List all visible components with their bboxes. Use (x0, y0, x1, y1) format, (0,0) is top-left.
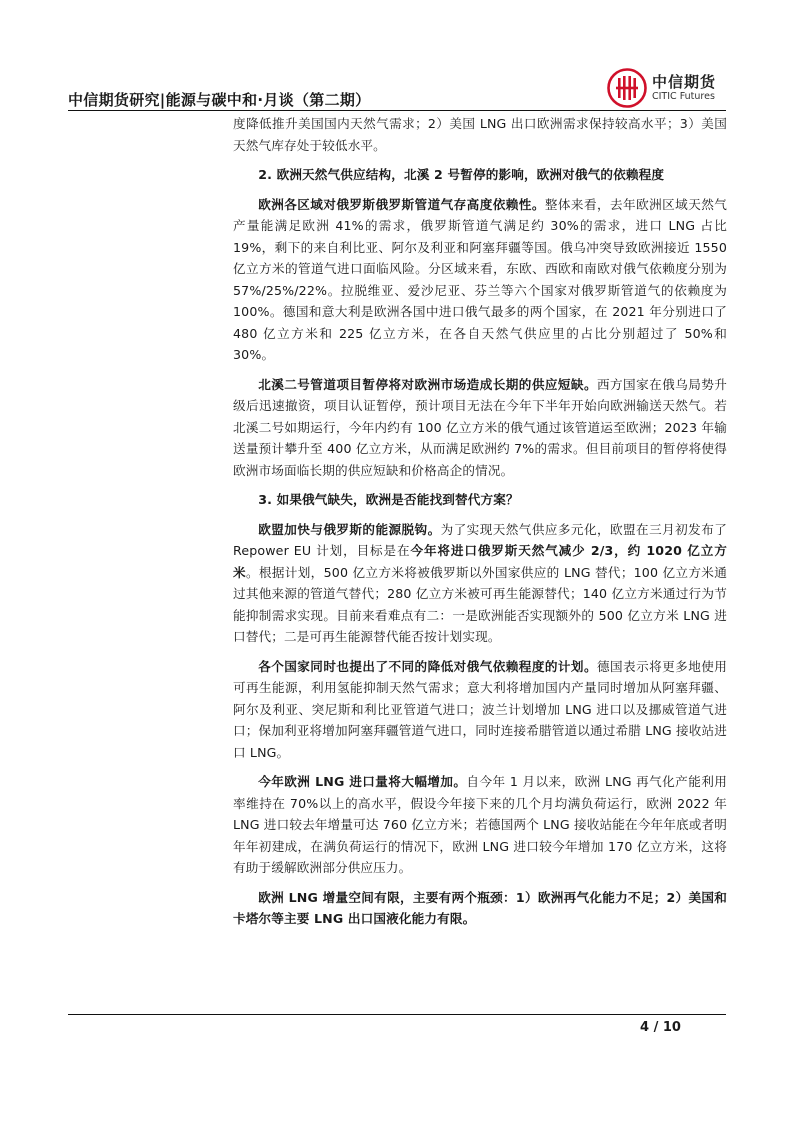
paragraph-russia-dependence (233, 194, 727, 366)
paragraph-country-plans (233, 656, 727, 764)
continued-paragraph: 度降低推升美国国内天然气需求；2）美国 LNG 出口欧洲需求保持较高水平；3）美国天然气库存处于较低水平。 (233, 116, 727, 153)
paragraph-text: 。根据计划，500 亿立方米将被俄罗斯以外国家供应的 LNG 替代；100 亿立方米通过其他来源的管道气替代；280 亿立方米被可再生能源替代；140 亿立方米通过行为节能抑制需求实现。目前来看难点有二：一是欧洲能否实现额外的 500 亿立方米 LNG 进口替代；二是可再生能源替代能否按计划实现。 (233, 564, 727, 644)
footer-divider (68, 1014, 726, 1015)
header-title: 中信期货研究|能源与碳中和·月谈（第二期） (68, 91, 371, 109)
paragraph-lead: 欧盟加快与俄罗斯的能源脱钩。 (258, 521, 441, 537)
report-body (233, 113, 727, 930)
paragraph-text: 整体来看，去年欧洲区域天然气产量能满足欧洲 41%的需求，俄罗斯管道气满足约 30%的需求，进口 LNG 占比 19%，剩下的来自利比亚、阿尔及利亚和阿塞拜疆等国。俄乌冲突导致欧洲接近 1550 亿立方米的管道气进口面临风险。分区域来看，东欧、西欧和南欧对俄气依赖度分别为 57%/25%/22%。拉脱维亚、爱沙尼亚、芬兰等六个国家对俄罗斯管道气的依赖度为 100%。德国和意大利是欧洲各国中进口俄气最多的两个国家，在 2021 年分别进口了 480 亿立方米和 225 亿立方米，在各自天然气供应里的占比分别超过了 50%和 30%。 (233, 196, 727, 362)
paragraph-text: 为了实现天然气供应多元化，欧盟在三月初发布了 Repower EU 计划，目标是在 (233, 521, 727, 558)
paragraph-emphasis: 今年将进口俄罗斯天然气减少 2/3，约 1020 亿立方米 (233, 543, 727, 580)
paragraph-lead: 各个国家同时也提出了不同的降低对俄气依赖程度的计划。 (258, 658, 597, 674)
section-heading-3: 3. 如果俄气缺失，欧洲是否能找到替代方案？ (258, 492, 519, 507)
paragraph-text: 西方国家在俄乌局势升级后迅速撤资，项目认证暂停，预计项目无法在今年下半年开始向欧洲输送天然气。若北溪二号如期运行，今年内约有 100 亿立方米的俄气通过该管道运至欧洲；2023 年输送量预计攀升至 400 亿立方米，从而满足欧洲约 7%的需求。但目前项目的暂停将使得欧洲市场面临长期的供应短缺和价格高企的情况。 (233, 376, 728, 478)
paragraph-lead: 北溪二号管道项目暂停将对欧洲市场造成长期的供应短缺。 (258, 376, 597, 392)
header-divider (68, 110, 726, 111)
section-heading-2: 2. 欧洲天然气供应结构，北溪 2 号暂停的影响，欧洲对俄气的依赖程度 (258, 167, 665, 182)
page-number: 4 / 10 (640, 1020, 681, 1035)
paragraph-lng-imports (233, 771, 727, 879)
paragraph-lng-bottlenecks: 欧洲 LNG 增量空间有限，主要有两个瓶颈：1）欧洲再气化能力不足；2）美国和卡塔尔等主要 LNG 出口国液化能力有限。 (233, 889, 727, 926)
logo-chinese-text: 中信期货 (652, 73, 717, 91)
paragraph-lead: 今年欧洲 LNG 进口量将大幅增加。 (258, 774, 467, 789)
citic-logo-icon (607, 68, 647, 108)
paragraph-text: 德国表示将更多地使用可再生能源，利用氢能抑制天然气需求；意大利将增加国内产量同时增加从阿塞拜疆、阿尔及利亚、突尼斯和利比亚管道气进口；波兰计划增加 LNG 进口以及挪威管道气进口；保加利亚将增加阿塞拜疆管道气进口，同时连接希腊管道以通过希腊 LNG 接收站进口 LNG。 (233, 658, 728, 760)
paragraph-nord-stream (233, 374, 727, 482)
paragraph-text: 自今年 1 月以来，欧洲 LNG 再气化产能利用率维持在 70%以上的高水平，假设今年接下来的几个月均满负荷运行，欧洲 2022 年 LNG 进口较去年增量可达 760 亿立方米；若德国两个 LNG 接收站能在今年年底或者明年年初建成，在满负荷运行的情况下，欧洲 LNG 进口较今年增加 170 亿立方米，这将有助于缓解欧洲部分供应压力。 (233, 774, 727, 875)
paragraph-lead: 欧洲各区域对俄罗斯俄罗斯管道气存高度依赖性。 (258, 196, 545, 212)
citic-logo (607, 68, 727, 108)
paragraph-repower-eu (233, 519, 727, 648)
logo-english-text: CITIC Futures (652, 91, 715, 102)
